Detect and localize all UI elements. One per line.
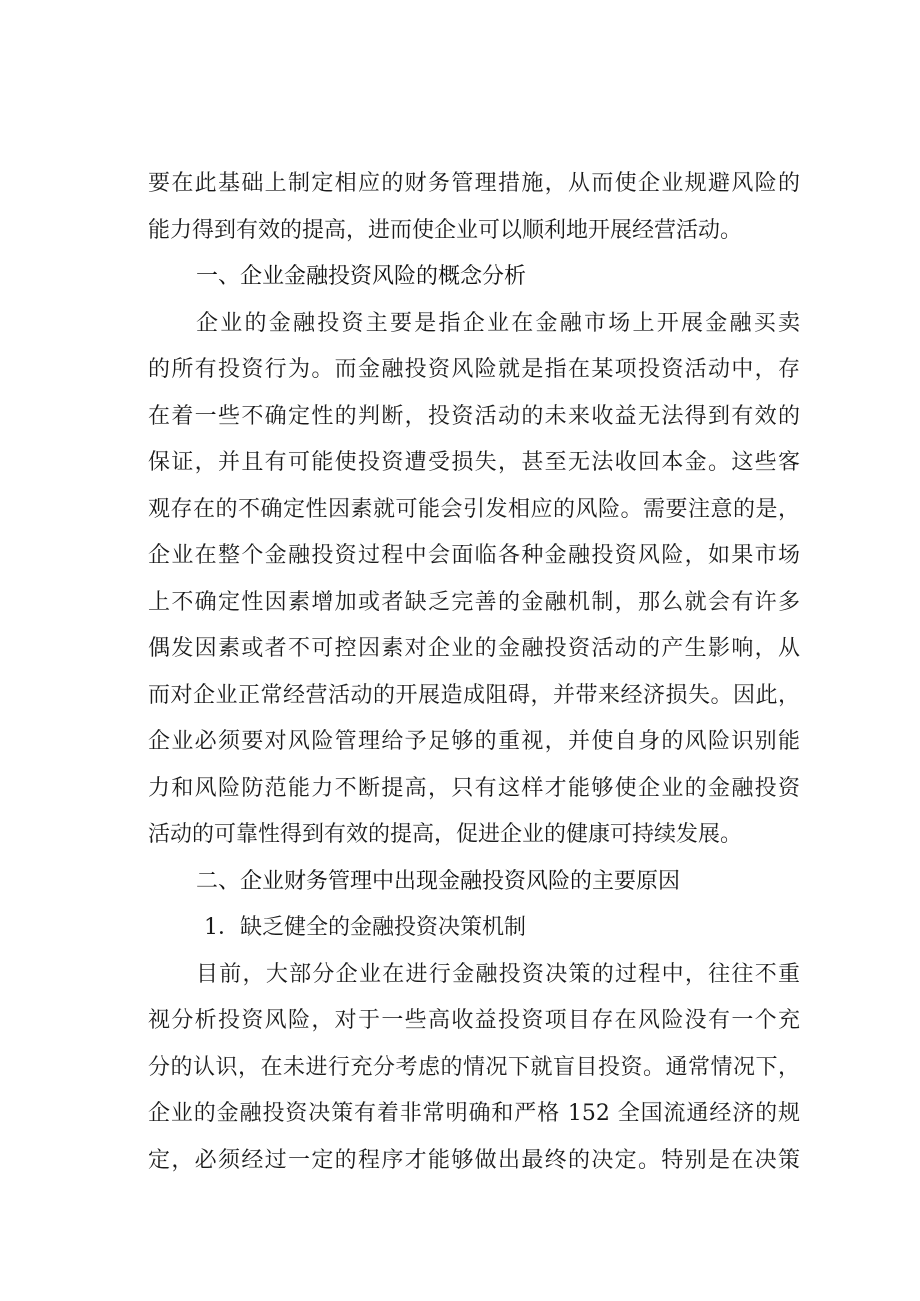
- paragraph-line: 活动的可靠性得到有效的提高，促进企业的健康可持续发展。: [148, 822, 743, 847]
- paragraph-line: 偶发因素或者不可控因素对企业的金融投资活动的产生影响，从: [148, 636, 800, 661]
- paragraph-line: 能力得到有效的提高，进而使企业可以顺利地开展经营活动。: [148, 217, 743, 243]
- paragraph-line: 的所有投资行为。而金融投资风险就是指在某项投资活动中，存: [148, 357, 800, 382]
- paragraph-line: 企业的金融投资决策有着非常明确和严格 152 全国流通经济的规: [148, 1101, 800, 1126]
- section-heading-1: 一、企业金融投资风险的概念分析: [196, 264, 527, 289]
- paragraph-line: 定，必须经过一定的程序才能够做出最终的决定。特别是在决策: [148, 1147, 800, 1173]
- paragraph-line: 目前，大部分企业在进行金融投资决策的过程中，往往不重: [196, 961, 800, 987]
- paragraph-line: 上不确定性因素增加或者缺乏完善的金融机制，那么就会有许多: [148, 589, 800, 615]
- paragraph-line: 而对企业正常经营活动的开展造成阻碍，并带来经济损失。因此，: [148, 682, 800, 708]
- document-body: [148, 161, 800, 1184]
- paragraph-line: 在着一些不确定性的判断，投资活动的未来收益无法得到有效的: [148, 403, 800, 429]
- subsection-heading-1: 1．缺乏健全的金融投资决策机制: [204, 915, 526, 940]
- paragraph-line: 企业在整个金融投资过程中会面临各种金融投资风险，如果市场: [148, 543, 800, 568]
- paragraph-line: 企业必须要对风险管理给予足够的重视，并使自身的风险识别能: [148, 729, 800, 754]
- paragraph-line: 力和风险防范能力不断提高，只有这样才能够使企业的金融投资: [148, 775, 800, 801]
- paragraph-line: 企业的金融投资主要是指企业在金融市场上开展金融买卖: [196, 310, 800, 336]
- paragraph-line: 分的认识，在未进行充分考虑的情况下就盲目投资。通常情况下，: [148, 1054, 800, 1080]
- paragraph-line: 保证，并且有可能使投资遭受损失，甚至无法收回本金。这些客: [148, 450, 800, 475]
- paragraph-line: 观存在的不确定性因素就可能会引发相应的风险。需要注意的是，: [148, 496, 800, 522]
- paragraph-line: 视分析投资风险，对于一些高收益投资项目存在风险没有一个充: [148, 1008, 800, 1033]
- section-heading-2: 二、企业财务管理中出现金融投资风险的主要原因: [196, 868, 681, 894]
- paragraph-line: 要在此基础上制定相应的财务管理措施，从而使企业规避风险的: [148, 171, 800, 196]
